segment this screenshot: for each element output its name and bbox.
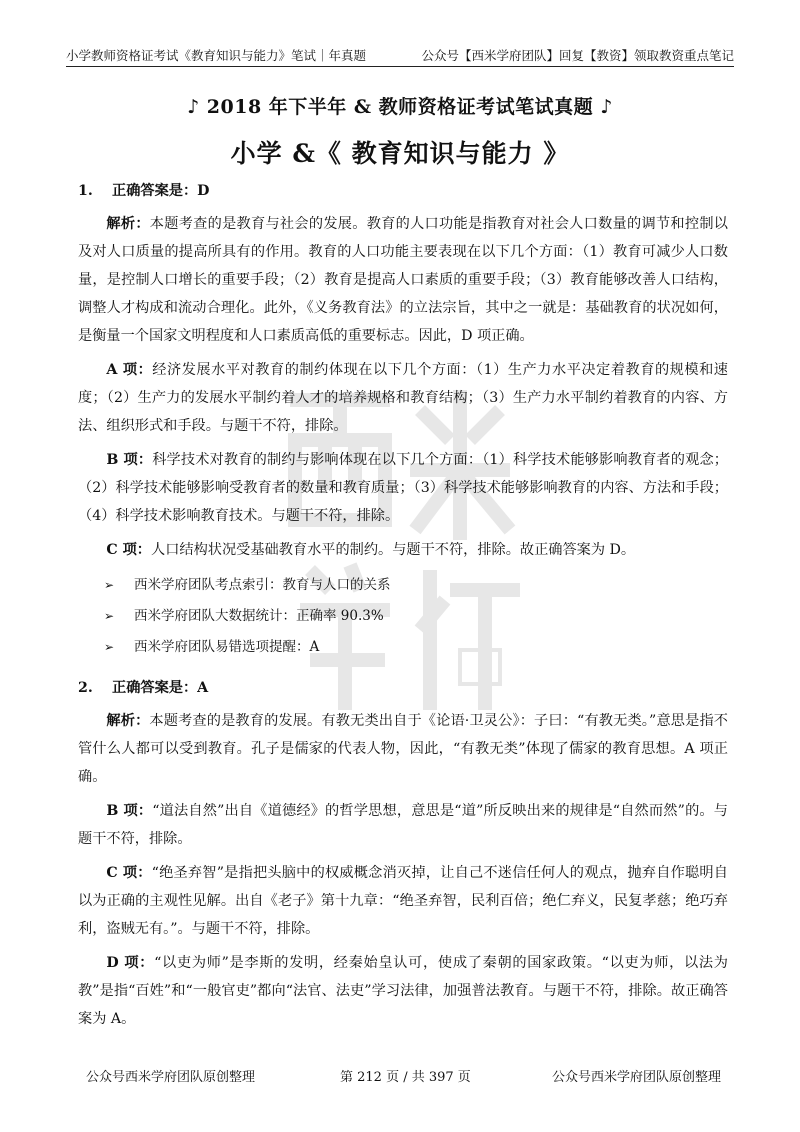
q1-bullet-list [78, 570, 728, 663]
option-label: A 项： [106, 362, 153, 378]
q2-option-d [78, 949, 728, 1033]
option-text: “道法自然”出自《道德经》的哲学思想，意思是“道”所反映出来的规律是“自然而然”的。与题干不符，排除。 [78, 803, 728, 847]
option-label: C 项： [106, 865, 152, 881]
option-text: 科学技术对教育的制约与影响体现在以下几个方面：（1）科学技术能够影响教育者的观念；（2）科学技术能够影响受教育者的数量和教育质量；（3）科学技术能够影响教育的内容、方法和手段；（4）科学技术影响教育技术。与题干不符，排除。 [78, 452, 728, 524]
option-text: “绝圣弃智”是指把头脑中的权威概念消灭掉，让自己不迷信任何人的观点，抛弃自作聪明自以为正确的主观性见解。出自《老子》第十九章：“绝圣弃智，民利百倍；绝仁弃义，民复孝慈；绝巧弃利，盗贼无有。”。与题干不符，排除。 [78, 865, 728, 937]
q1-option-b [78, 446, 728, 530]
analysis-label: 解析： [106, 713, 150, 729]
option-label: B 项： [106, 452, 153, 468]
answer-line: 正确答案是：A [112, 680, 209, 696]
q2-option-b [78, 797, 728, 853]
option-text: “以吏为师”是李斯的发明，经秦始皇认可，使成了秦朝的国家政策。“以吏为师，以法为教”是指“百姓”和“一般官吏”都向“法官、法吏”学习法律，加强普法教育。与题干不符，排除。故正确答案为 A。 [78, 955, 728, 1027]
q2-option-c [78, 859, 728, 943]
question-number: 2. [78, 680, 93, 696]
question-2-header [78, 677, 728, 699]
list-item: ➢ 西米学府团队大数据统计：正确率 90.3% [104, 601, 728, 632]
arrow-bullet-icon: ➢ [104, 640, 115, 654]
footer-right: 公众号西米学府团队原创整理 [552, 1070, 722, 1085]
exam-title: ♪ 2018 年下半年 & 教师资格证考试笔试真题 ♪ [187, 96, 613, 118]
page-header [66, 44, 734, 67]
footer-left: 公众号西米学府团队原创整理 [86, 1070, 256, 1085]
arrow-bullet-icon: ➢ [104, 609, 115, 623]
q2-analysis [78, 707, 728, 791]
option-label: D 项： [106, 955, 155, 971]
question-1-header [78, 180, 728, 202]
subject-title: 小学 &《 教育知识与能力 》 [230, 139, 570, 168]
option-label: B 项： [106, 803, 153, 819]
analysis-text: 本题考查的是教育与社会的发展。教育的人口功能是指教育对社会人口数量的调节和控制以及对人口质量的提高所具有的作用。教育的人口功能主要表现在以下几个方面：（1）教育可减少人口数量，是控制人口增长的重要手段；（2）教育是提高人口素质的重要手段；（3）教育能够改善人口结构，调整人才构成和流动合理化。此外，《义务教育法》的立法宗旨，其中之一就是：基础教育的状况如何，是衡量一个国家文明程度和人口素质高低的重要标志。因此，D 项正确。 [78, 216, 728, 344]
option-text: 经济发展水平对教育的制约体现在以下几个方面：（1）生产力水平决定着教育的规模和速度；（2）生产力的发展水平制约着人才的培养规格和教育结构；（3）生产力水平制约着教育的内容、方法、组织形式和手段。与题干不符，排除。 [78, 362, 728, 434]
header-left: 小学教师资格证考试《教育知识与能力》笔试｜年真题 [66, 48, 367, 63]
question-number: 1. [78, 183, 93, 199]
analysis-label: 解析： [106, 216, 150, 232]
arrow-bullet-icon: ➢ [104, 578, 115, 592]
list-item: ➢ 西米学府团队易错选项提醒：A [104, 632, 728, 663]
q1-option-a [78, 356, 728, 440]
analysis-text: 本题考查的是教育的发展。有教无类出自于《论语·卫灵公》：子曰：“有教无类。”意思是指不管什么人都可以受到教育。孔子是儒家的代表人物，因此，“有教无类”体现了儒家的教育思想。A 项正确。 [78, 713, 728, 785]
option-label: C 项： [106, 542, 151, 558]
page-content [78, 180, 728, 1039]
list-item: ➢ 西米学府团队考点索引：教育与人口的关系 [104, 570, 728, 601]
q1-analysis [78, 210, 728, 350]
page-number: 第 212 页 / 共 397 页 [340, 1070, 471, 1085]
header-right: 公众号【西米学府团队】回复【教资】领取教资重点笔记 [421, 48, 734, 63]
q1-option-c [78, 536, 728, 564]
answer-line: 正确答案是：D [112, 183, 210, 199]
option-text: 人口结构状况受基础教育水平的制约。与题干不符，排除。故正确答案为 D。 [151, 542, 636, 558]
